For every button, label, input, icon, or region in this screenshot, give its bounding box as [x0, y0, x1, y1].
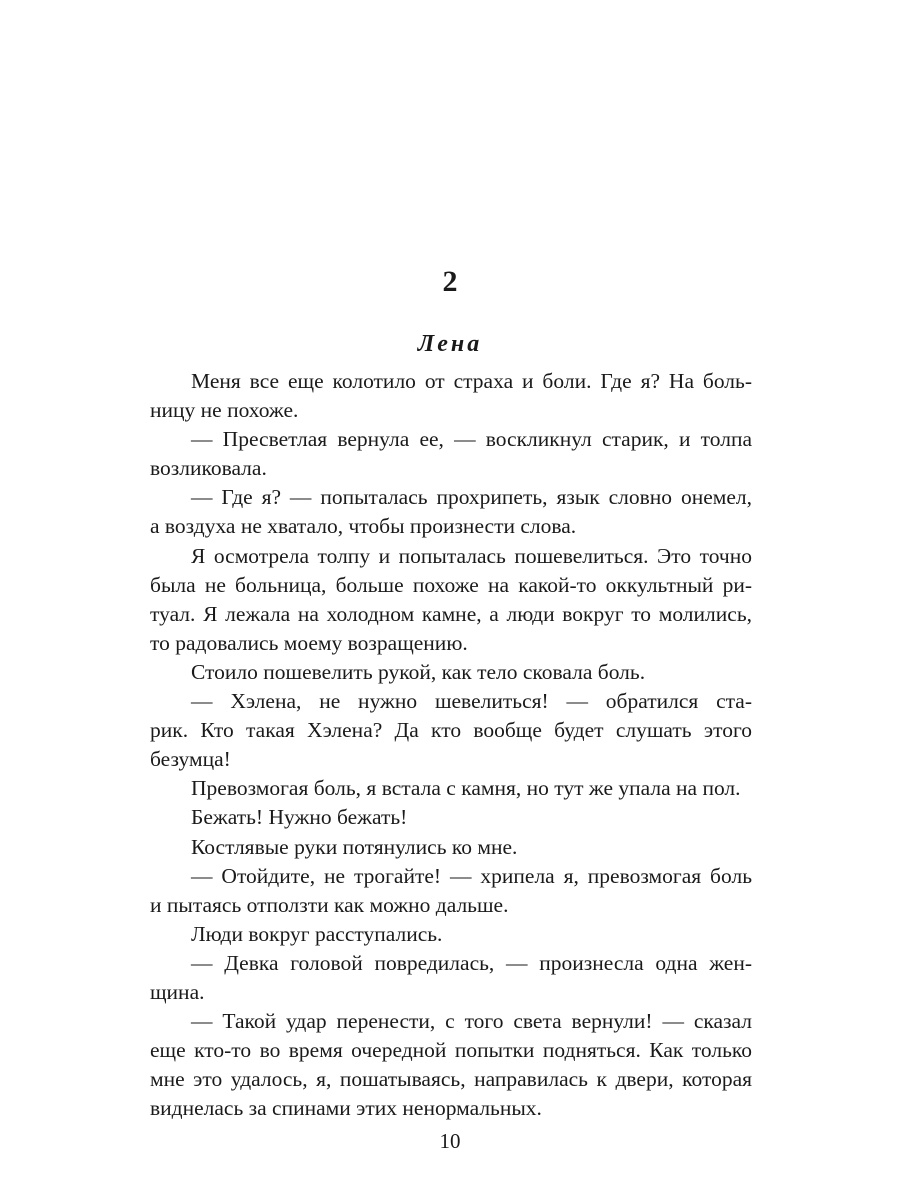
- text-line: Люди вокруг расступались.: [191, 921, 443, 946]
- chapter-title: Лена: [417, 331, 483, 357]
- text-line: Бежать! Нужно бежать!: [191, 805, 408, 830]
- text-line: еще кто-то во время очередной попытки подняться. Как только: [150, 1038, 752, 1063]
- text-line: Я осмотрела толпу и попыталась пошевелиться. Это точно: [191, 543, 752, 568]
- page-number: 10: [439, 1129, 461, 1153]
- text-line: то радовались моему возращению.: [150, 630, 468, 655]
- text-line: туал. Я лежала на холодном камне, а люди вокруг то молились,: [150, 601, 752, 626]
- text-line: — Девка головой повредилась, — произнесла одна жен-: [191, 950, 752, 975]
- text-line: — Отойдите, не трогайте! — хрипела я, превозмогая боль: [191, 863, 752, 888]
- text-line: — Хэлена, не нужно шевелиться! — обратился ста-: [191, 689, 752, 714]
- text-line: безумца!: [150, 747, 231, 772]
- text-line: — Пресветлая вернула ее, — воскликнул старик, и толпа: [191, 427, 752, 452]
- text-line: — Такой удар перенести, с того света вернули! — сказал: [191, 1009, 752, 1034]
- text-line: возликовала.: [150, 456, 267, 481]
- text-line: виднелась за спинами этих ненормальных.: [150, 1096, 542, 1121]
- body-text: [150, 367, 752, 1123]
- text-line: — Где я? — попыталась прохрипеть, язык словно онемел,: [191, 485, 752, 510]
- text-line: ницу не похоже.: [150, 398, 299, 423]
- text-line: мне это удалось, я, пошатываясь, направилась к двери, которая: [150, 1067, 752, 1092]
- text-line: Костлявые руки потянулись ко мне.: [191, 834, 518, 859]
- text-line: была не больница, больше похоже на какой-то оккультный ри-: [150, 572, 752, 597]
- text-line: Меня все еще колотило от страха и боли. Где я? На боль-: [191, 369, 752, 393]
- text-line: Стоило пошевелить рукой, как тело сковала боль.: [191, 659, 646, 684]
- text-line: и пытаясь отползти как можно дальше.: [150, 892, 509, 917]
- chapter-number: 2: [442, 265, 458, 298]
- text-line: Превозмогая боль, я встала с камня, но тут же упала на пол.: [191, 776, 741, 801]
- text-line: рик. Кто такая Хэлена? Да кто вообще будет слушать этого: [150, 718, 752, 743]
- text-line: а воздуха не хватало, чтобы произнести слова.: [150, 514, 577, 539]
- text-line: щина.: [150, 979, 205, 1004]
